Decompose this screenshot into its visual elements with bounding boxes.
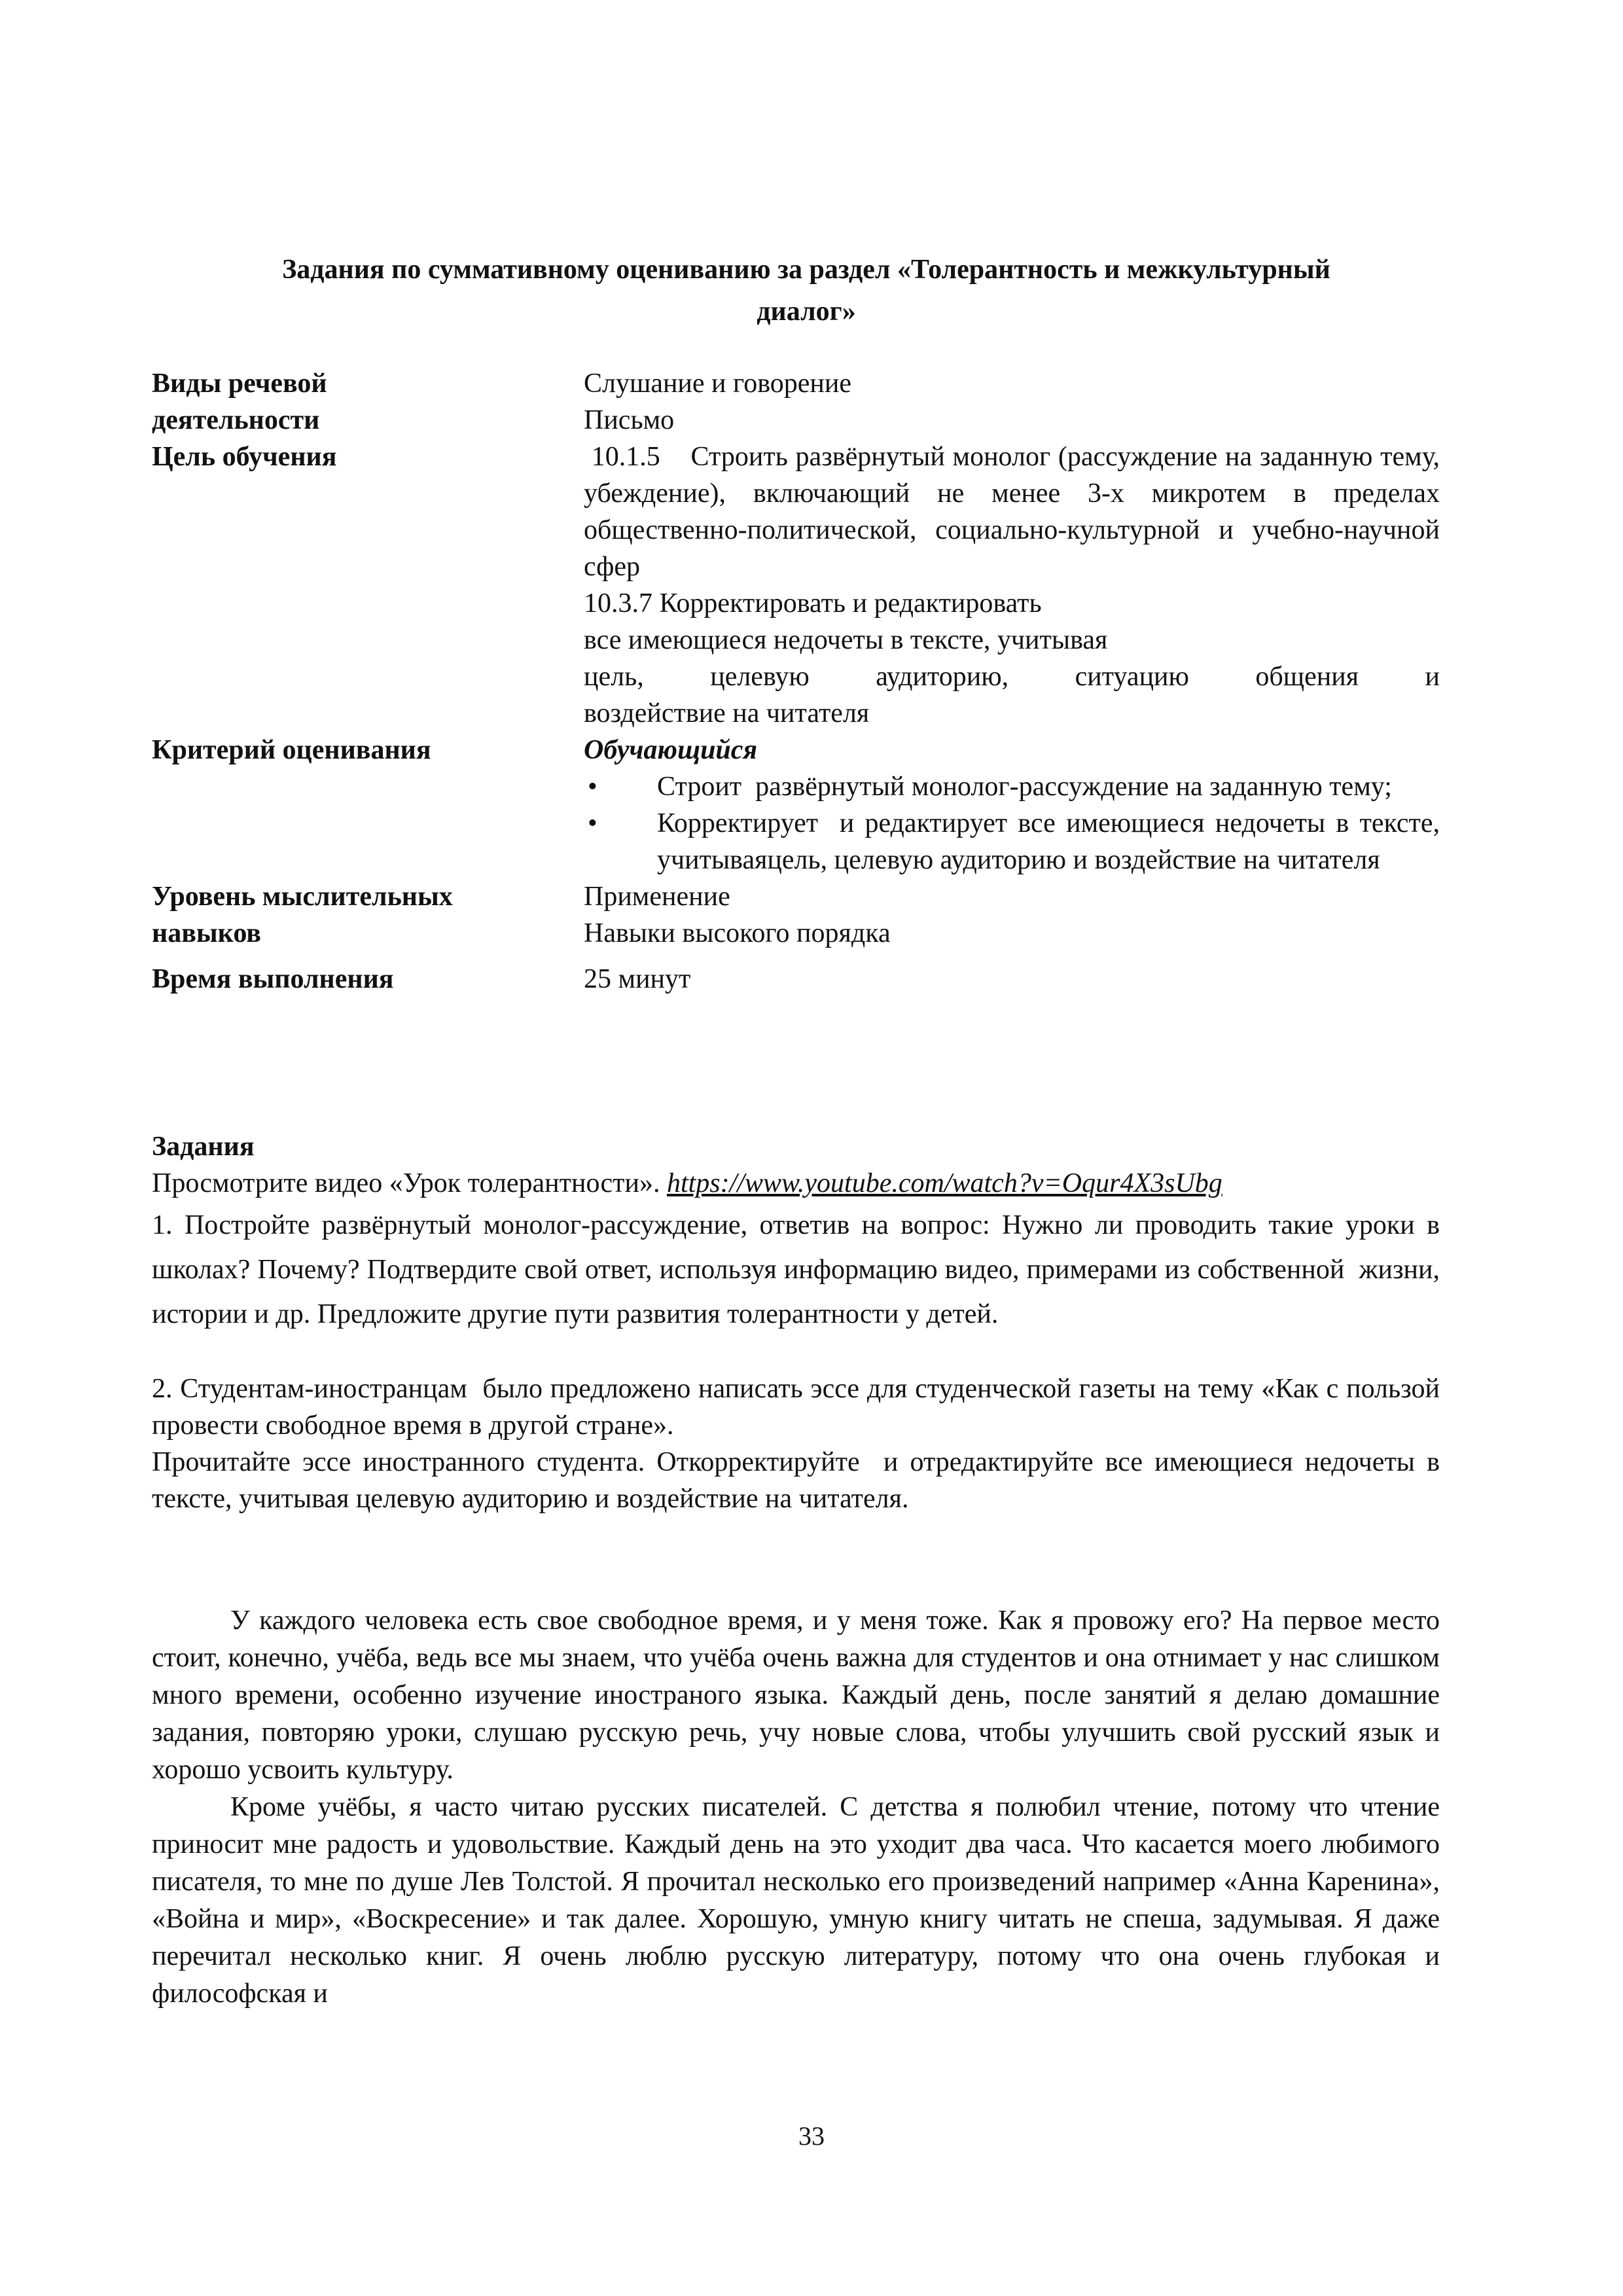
speech-type-writing: Письмо (584, 405, 675, 435)
skills-application: Применение (584, 882, 730, 912)
video-link[interactable]: https://www.youtube.com/watch?v=Oqur4X3sUbg (666, 1168, 1222, 1198)
criteria-item-1-text: Строит развёрнутый монолог-рассуждение на заданную тему; (657, 772, 1392, 802)
label-speech-types-line-2: деятельности (152, 405, 320, 435)
row-speech-types (152, 365, 1440, 439)
essay-paragraph-1: У каждого человека есть свое свободное время, и у меня тоже. Как я провожу его? На первое место стоит, конечно, учёба, ведь все мы знаем, что учёба очень важна для студентов и она отнимает у нас слишком много времени, особенно изучение иностраного языка. Каждый день, после занятий я делаю домашние задания, повторяю уроки, слушаю русскую речь, учу новые слова, чтобы улучшить свой русский язык и хорошо усвоить культуру. (152, 1605, 1440, 1785)
learning-goal-10-3-7-line-2: все имеющиеся недочеты в тексте, учитывая (584, 625, 1108, 655)
label-skills-line-1: Уровень мыслительных (152, 882, 453, 912)
label-learning-goal-text: Цель обучения (152, 442, 337, 472)
speech-type-listening: Слушание и говорение (584, 368, 851, 399)
skills-higher-order: Навыки высокого порядка (584, 918, 891, 948)
task-1: 1. Постройте развёрнутый монолог-рассуждение, ответив на вопрос: Нужно ли проводить такие уроки в школах? Почему? Подтвердите свой ответ, используя информацию видео, примерами из собственной жизни, истории и др. Предложите другие пути развития толерантности у детей. (152, 1210, 1447, 1329)
row-criteria (152, 732, 1447, 878)
learning-goal-10-3-7-line-4: воздействие на читателя (584, 698, 870, 728)
bullet-icon: • (588, 772, 597, 802)
task-2-instruction: Прочитайте эссе иностранного студента. Откорректируйте и отредактируйте все имеющиеся недочеты в тексте, учитывая целевую аудиторию и воздействие на читателя. (152, 1447, 1447, 1514)
value-speech-types (584, 365, 1440, 439)
value-skills (584, 878, 1440, 952)
tasks-heading: Задания (152, 1132, 255, 1162)
page-title (152, 249, 1461, 332)
essay-paragraph-2: Кроме учёбы, я часто читаю русских писателей. С детства я полюбил чтение, потому что чтение приносит мне радость и удовольствие. Каждый день на это уходит два часа. Что касается моего любимого писателя, то мне по душе Лев Толстой. Я прочитал несколько его произведений например «Анна Каренина», «Война и мир», «Воскресение» и так далее. Хорошую, умную книгу читать не спеша, задумывая. Я даже перечитал несколько книг. Я очень люблю русскую литературу, потому что она очень глубокая и философская и (152, 1792, 1440, 2009)
task-2: 2. Студентам-иностранцам было предложено написать эссе для студенческой газеты на тему «Как с пользой провести свободное время в другой стране». (152, 1374, 1447, 1441)
learning-goal-10-3-7-line-3: цель, целевую аудиторию, ситуацию общения и (584, 662, 1440, 692)
label-time (152, 961, 584, 997)
tasks-intro-text: Просмотрите видео «Урок толерантности». (152, 1168, 667, 1198)
value-time (584, 961, 1440, 997)
label-skills-line-2: навыков (152, 918, 261, 948)
row-time (152, 961, 1440, 997)
value-criteria (584, 732, 1447, 878)
assessment-table (152, 365, 1447, 997)
row-learning-goal (152, 439, 1447, 732)
label-speech-types (152, 365, 584, 439)
criteria-heading: Обучающийся (584, 735, 758, 765)
criteria-item-2 (584, 805, 1447, 878)
criteria-item-1 (584, 768, 1440, 805)
title-line-2: диалог» (757, 296, 856, 327)
label-learning-goal (152, 439, 584, 732)
page-number: 33 (798, 2121, 825, 2151)
label-criteria (152, 732, 584, 878)
tasks-intro (152, 1165, 1440, 1202)
bullet-icon: • (588, 808, 597, 838)
learning-goal-10-3-7-line-1: 10.3.7 Корректировать и редактировать (584, 588, 1042, 619)
criteria-item-2-text: Корректирует и редактирует все имеющиеся недочеты в тексте, учитываяцель, целевую аудиторию и воздействие на читателя (657, 808, 1447, 875)
row-skills (152, 878, 1440, 952)
title-line-1: Задания по суммативному оцениванию за раздел «Толерантность и межкультурный (282, 255, 1330, 285)
label-skills (152, 878, 584, 952)
label-time-text: Время выполнения (152, 964, 394, 994)
value-learning-goal (584, 439, 1447, 732)
essay-text (152, 1602, 1440, 2013)
label-speech-types-line-1: Виды речевой (152, 368, 327, 399)
label-criteria-text: Критерий оценивания (152, 735, 431, 765)
time-value: 25 минут (584, 964, 691, 994)
tasks-section (152, 1128, 1447, 1517)
learning-goal-10-1-5: 10.1.5 Строить развёрнутый монолог (рассуждение на заданную тему, убеждение), включающий не менее 3-х микротем в пределах общественно-политической, социально-культурной и учебно-научной сфер (584, 442, 1447, 582)
